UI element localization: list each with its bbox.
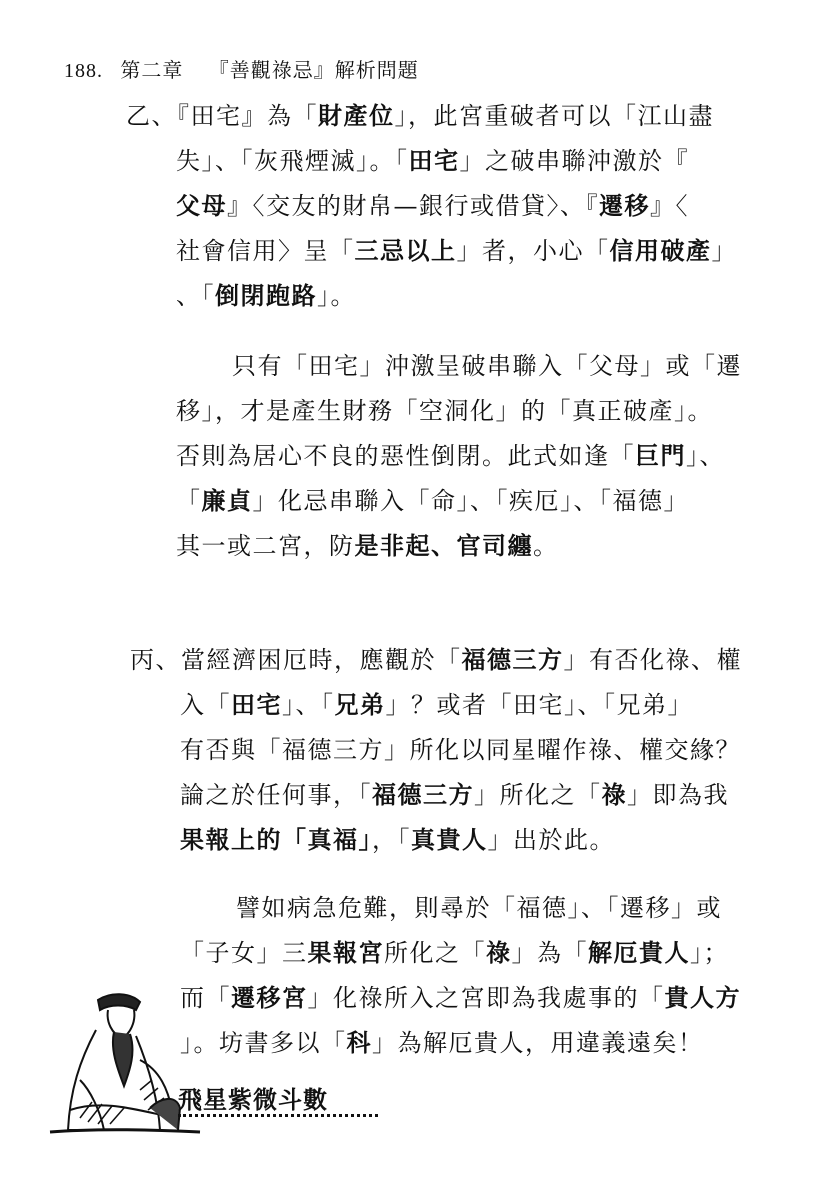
text-line: 、「倒閉跑路」。	[176, 282, 356, 310]
dotted-divider	[178, 1114, 378, 1117]
running-header	[64, 54, 419, 83]
text-line: 移」，才是產生財務「空洞化」的「真正破產」。	[176, 397, 713, 425]
page-number: 188.	[64, 60, 103, 82]
chapter-label: 第二章	[120, 58, 184, 82]
text-line: 果報上的「真福」，「真貴人」出於此。	[180, 826, 615, 854]
text-line: 社會信用〉呈「三忌以上」者，小心「信用破產」	[176, 237, 737, 265]
text-line: 丙、當經濟困厄時，應觀於「福德三方」有否化祿、權	[130, 646, 742, 674]
text-line: 「廉貞」化忌串聯入「命」、「疾厄」、「福德」	[176, 487, 689, 515]
text-line: 有否與「福德三方」所化以同星曜作祿、權交緣？	[180, 736, 741, 764]
paragraph-bing	[130, 638, 742, 863]
paragraph-only	[176, 344, 742, 569]
text-line: 譬如病急危難，則尋於「福德」、「遷移」或	[236, 894, 722, 922]
text-line: 「子女」三果報宮所化之「祿」為「解厄貴人」；	[180, 939, 729, 967]
text-line: 乙、『田宅』為「財產位」，此宮重破者可以「江山盡	[126, 102, 714, 130]
text-line: 父母』〈交友的財帛—銀行或借貸〉、『遷移』〈	[176, 192, 689, 220]
text-line: 而「遷移宮」化祿所入之宮即為我處事的「貴人方	[180, 984, 741, 1012]
text-line: 論之於任何事，「福德三方」所化之「祿」即為我	[180, 781, 729, 809]
text-line: 否則為居心不良的惡性倒閉。此式如逢「巨門」、	[176, 442, 725, 470]
text-line: 只有「田宅」沖激呈破串聯入「父母」或「遷	[232, 352, 742, 380]
text-line: 入「田宅」、「兄弟」？或者「田宅」、「兄弟」	[180, 691, 693, 719]
section-title: 『善觀祿忌』解析問題	[208, 58, 419, 82]
text-line: 失」、「灰飛煙滅」。「田宅」之破串聯沖激於『	[176, 147, 689, 175]
book-title: 飛星紫微斗數	[178, 1086, 328, 1114]
sage-illustration	[40, 990, 380, 1140]
paragraph-yi	[126, 94, 737, 319]
text-line: 其一或二宮，防是非起、官司纏。	[176, 532, 559, 560]
text-line: 」。坊書多以「科」為解厄貴人，用違義遠矣！	[180, 1029, 704, 1057]
